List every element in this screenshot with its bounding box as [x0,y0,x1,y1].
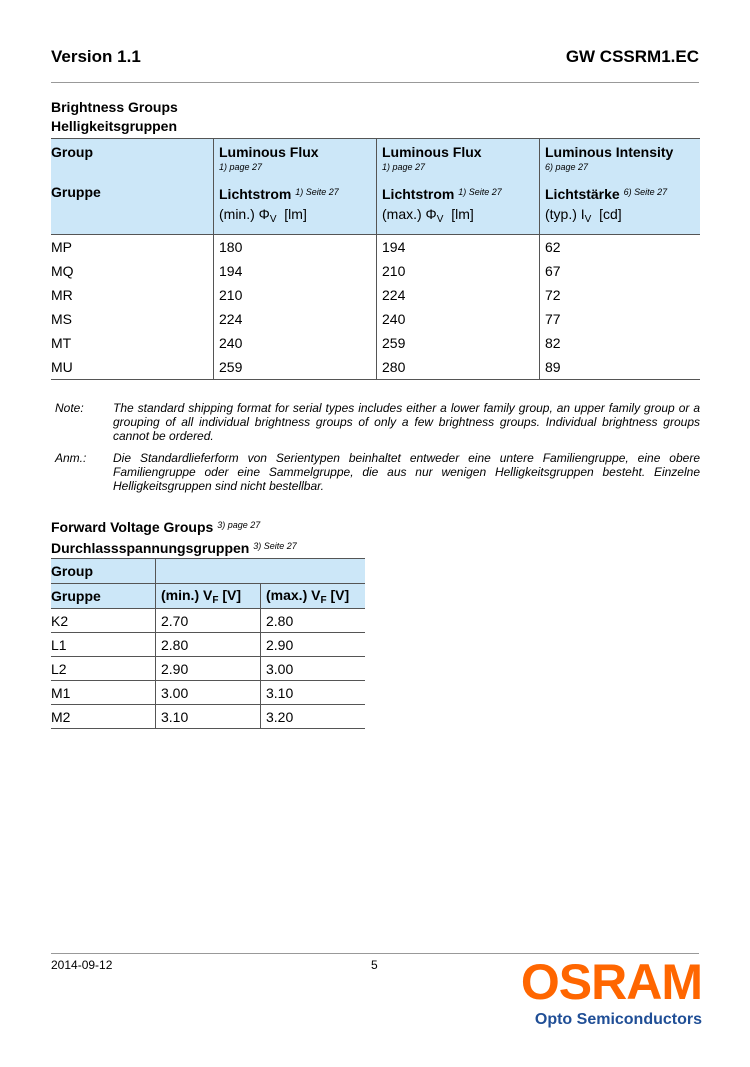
table-row [51,681,365,705]
page-number: 5 [371,958,378,972]
col-flux-max-unit-sub: V [436,214,444,225]
cell-vf-min: 3.10 [156,705,261,729]
cell-intensity: 77 [540,307,701,331]
col-flux-max-fn-de: 1) Seite 27 [458,187,502,197]
col-flux-max-fn-en: 1) page 27 [382,162,426,172]
col-vf-max-unit: [V] [330,586,350,603]
col-flux-max-unit: [lm] [451,206,474,222]
cell-vf-max: 2.90 [261,633,366,657]
col-vf-max-sub: F [320,594,327,606]
cell-flux-max: 224 [377,283,540,307]
cell-group: MS [51,311,72,327]
cell-flux-min: 194 [214,259,377,283]
cell-flux-max: 240 [377,307,540,331]
table-row [51,657,365,681]
col-gruppe-header: Gruppe [51,584,156,609]
cell-vf-min: 3.00 [156,681,261,705]
col-voltage-span-header [156,559,366,584]
note-en [55,401,700,443]
notes-block [55,401,700,501]
voltage-title-de: Durchlassspannungsgruppen [51,540,250,556]
cell-intensity: 89 [540,355,701,380]
cell-group: MQ [51,263,74,279]
footer-date: 2014-09-12 [51,958,113,972]
cell-vf-max: 2.80 [261,609,366,633]
col-intensity-en: Luminous Intensity [545,144,674,160]
col-group-de: Gruppe [51,184,101,200]
brightness-section-title [51,98,178,136]
cell-vf-max: 3.20 [261,705,366,729]
table-row [51,609,365,633]
cell-vf-max: 3.10 [261,681,366,705]
col-intensity-fn-en: 6) page 27 [545,162,589,172]
osram-logo [521,955,702,1029]
table-row [51,331,700,355]
cell-intensity: 72 [540,283,701,307]
note-label: Note: [55,401,84,415]
col-intensity-unit: [cd] [599,206,622,222]
col-group-en: Group [51,144,93,160]
cell-group: MT [51,335,72,351]
cell-flux-min: 240 [214,331,377,355]
col-vf-min-sub: F [212,594,219,606]
note-text: Die Standardlieferform von Serientypen beinhaltet entweder eine untere Familiengruppe, eine obere Familiengruppe oder eine Sammelgruppe, die aus nur wenigen Helligkeitsgruppen besteht. Einzelne Helligkeitsgruppen sind nicht bestellbar. [113,451,700,493]
col-flux-max-header [377,139,540,235]
voltage-fn-de: 3) Seite 27 [253,541,297,551]
note-text: The standard shipping format for serial types includes either a lower family group, an upper family group or a grouping of all individual brightness groups of only a few brightness groups. Individual brightness groups cannot be ordered. [113,401,700,443]
note-de [55,451,700,493]
cell-flux-max: 210 [377,259,540,283]
col-vf-min-unit: [V] [222,586,242,603]
table-row [51,705,365,729]
col-intensity-fn-de: 6) Seite 27 [623,187,668,197]
brightness-header-row [51,139,700,235]
voltage-section-title [51,516,297,558]
col-group-header [51,139,214,235]
logo-wordmark: OSRAM [520,954,702,1010]
col-vf-max-prefix: (max.) V [266,586,321,603]
col-flux-max-de: Lichtstrom [382,186,455,202]
col-flux-max-unit-prefix: (max.) Φ [382,206,437,222]
col-intensity-unit-prefix: (typ.) I [545,206,585,222]
col-intensity-header [540,139,701,235]
cell-intensity: 62 [540,235,701,260]
cell-intensity: 82 [540,331,701,355]
table-row [51,283,700,307]
table-row [51,235,700,260]
header-divider [51,82,699,83]
cell-vf-min: 2.80 [156,633,261,657]
cell-flux-max: 259 [377,331,540,355]
voltage-fn-en: 3) page 27 [217,520,261,530]
cell-group: MU [51,355,214,380]
table-row [51,259,700,283]
voltage-header-row-2 [51,584,365,609]
voltage-title-en: Forward Voltage Groups [51,519,214,535]
cell-flux-min: 224 [214,307,377,331]
col-flux-max-en: Luminous Flux [382,144,482,160]
cell-intensity: 67 [540,259,701,283]
col-flux-min-unit-prefix: (min.) Φ [219,206,270,222]
table-row [51,633,365,657]
product-name: GW CSSRM1.EC [565,47,699,66]
cell-vf-min: 2.70 [156,609,261,633]
col-vf-max-header [261,584,366,609]
note-label: Anm.: [55,451,87,465]
cell-group: L1 [51,633,156,657]
voltage-header-row-1 [51,559,365,584]
col-flux-min-de: Lichtstrom [219,186,292,202]
cell-flux-min: 259 [214,355,377,380]
cell-flux-max: 280 [377,355,540,380]
cell-flux-min: 180 [214,235,377,260]
cell-vf-min: 2.90 [156,657,261,681]
cell-group: M1 [51,681,156,705]
table-row [51,355,700,380]
col-flux-min-unit-sub: V [269,214,277,225]
cell-flux-max: 194 [377,235,540,260]
col-flux-min-fn-en: 1) page 27 [219,162,263,172]
col-flux-min-fn-de: 1) Seite 27 [295,187,339,197]
cell-group: MR [51,287,73,303]
col-group-header: Group [51,559,156,584]
table-row [51,307,700,331]
col-vf-min-header [156,584,261,609]
brightness-title-de: Helligkeitsgruppen [51,118,178,134]
col-intensity-de: Lichtstärke [545,186,620,202]
cell-flux-min: 210 [214,283,377,307]
version-label: Version 1.1 [51,47,141,66]
brightness-groups-table [51,138,700,380]
forward-voltage-table [51,558,365,729]
col-flux-min-en: Luminous Flux [219,144,319,160]
cell-group: L2 [51,657,156,681]
col-intensity-unit-sub: V [584,214,592,225]
logo-subtitle: Opto Semiconductors [534,1011,702,1028]
cell-group: M2 [51,705,156,729]
cell-group: K2 [51,609,156,633]
col-flux-min-header [214,139,377,235]
cell-vf-max: 3.00 [261,657,366,681]
cell-group: MP [51,239,72,255]
col-vf-min-prefix: (min.) V [161,586,213,603]
col-flux-min-unit: [lm] [284,206,307,222]
brightness-title-en: Brightness Groups [51,99,178,115]
